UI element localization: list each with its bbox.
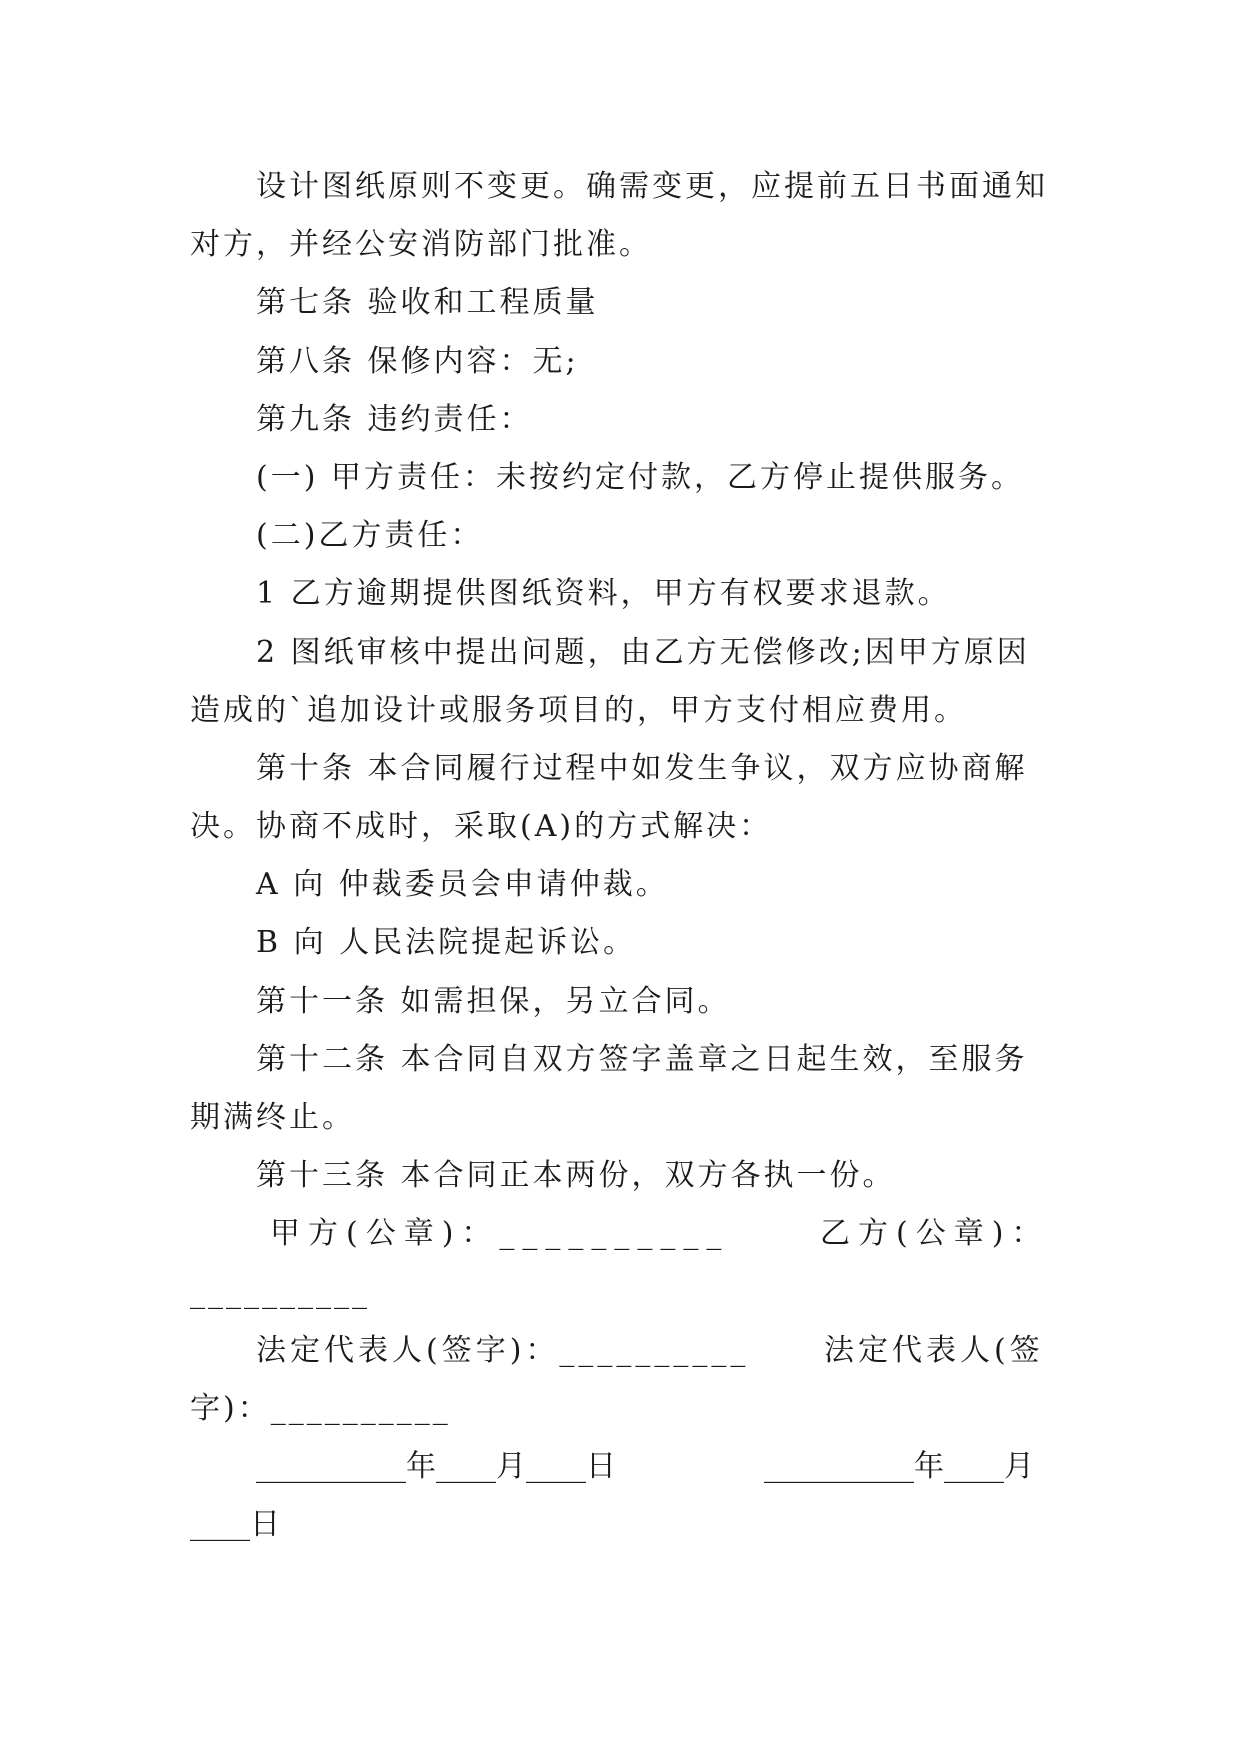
party-b-seal-line: __________ — [190, 1274, 370, 1310]
party-a-rep-field: 法定代表人(签字)：__________ — [256, 1332, 750, 1368]
article-9-heading: 第九条 违约责任： — [256, 401, 533, 437]
party-b-rep-line: 字)：__________ — [190, 1390, 451, 1426]
text-line: (一) 甲方责任：未按约定付款，乙方停止提供服务。 — [256, 459, 1024, 495]
date-row — [190, 1438, 1050, 1496]
article-11-heading: 第十一条 如需担保，另立合同。 — [256, 983, 731, 1019]
option-b: B 向 人民法院提起诉讼。 — [256, 925, 637, 961]
party-a-seal-field: 甲方(公章)：__________ — [270, 1216, 730, 1252]
text-line: 造成的`追加设计或服务项目的，甲方支付相应费用。 — [190, 692, 967, 728]
party-b-seal-field: 乙方(公章)： — [820, 1216, 1050, 1252]
article-8-heading: 第八条 保修内容：无; — [256, 343, 579, 379]
article-10-heading: 第十条 本合同履行过程中如发生争议，双方应协商解 — [256, 750, 1028, 786]
text-line: 设计图纸原则不变更。确需变更，应提前五日书面通知 — [256, 169, 1048, 204]
article-7-heading: 第七条 验收和工程质量 — [256, 285, 599, 321]
article-13-heading: 第十三条 本合同正本两份，双方各执一份。 — [256, 1158, 896, 1194]
text-line: 对方，并经公安消防部门批准。 — [190, 227, 652, 263]
text-line: 期满终止。 — [190, 1100, 355, 1135]
document-body — [190, 158, 1050, 1555]
text-line: 1 乙方逾期提供图纸资料，甲方有权要求退款。 — [256, 576, 951, 612]
party-a-date-field: __________年____月____日 — [256, 1449, 616, 1485]
article-12-heading: 第十二条 本合同自双方签字盖章之日起生效，至服务 — [256, 1041, 1028, 1077]
party-b-date-line: ____日 — [190, 1507, 280, 1543]
option-a: A 向 仲裁委员会申请仲裁。 — [256, 867, 669, 903]
representative-row — [190, 1322, 1050, 1380]
party-b-date-field: __________年____月 — [764, 1449, 1034, 1485]
text-line: (二)乙方责任： — [256, 518, 484, 554]
seal-row — [190, 1205, 1050, 1263]
party-b-rep-field: 法定代表人(签 — [824, 1332, 1044, 1368]
text-line: 决。协商不成时，采取(A)的方式解决： — [190, 809, 773, 845]
text-line: 2 图纸审核中提出问题，由乙方无偿修改;因甲方原因 — [256, 634, 1030, 670]
